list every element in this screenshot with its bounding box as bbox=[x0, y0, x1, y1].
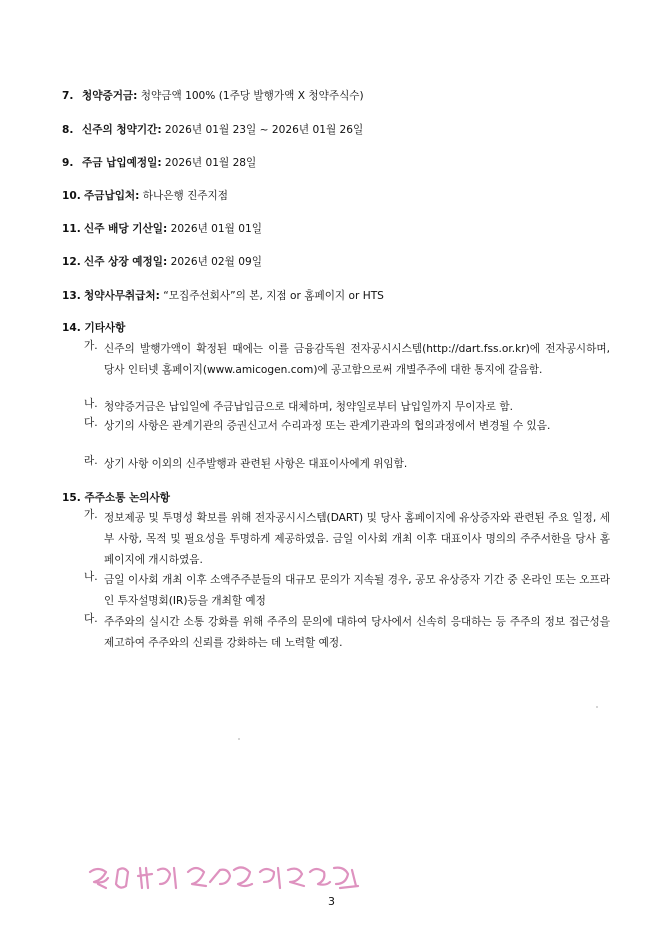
item-number: 7. bbox=[62, 90, 74, 102]
sub-text: 정보제공 및 투명성 확보를 위해 전자공시시스템(DART) 및 당사 홈페이지에 유상증자와 관련된 주요 일정, 세부 사항, 목적 및 필요성을 투명하게 제공하였음. 금일 이사회 개최 이후 대표이사 명의의 주주서한을 당사 홈페이지에 개시하였음. bbox=[104, 512, 610, 566]
item-label: 신주 배당 기산일: bbox=[84, 223, 168, 235]
item-number: 12. bbox=[62, 256, 81, 268]
item-payment-place bbox=[62, 189, 611, 203]
item-subscription-deposit bbox=[62, 89, 611, 103]
sub-marker: 다. bbox=[84, 417, 98, 429]
sub-text: 상기 사항 이외의 신주발행과 관련된 사항은 대표이사에게 위임함. bbox=[104, 458, 408, 470]
section-14-sub-a bbox=[84, 339, 610, 381]
section-14-sub-c bbox=[84, 416, 610, 437]
item-value: 청약금액 100% (1주당 발행가액 X 청약주식수) bbox=[137, 90, 364, 102]
item-payment-date bbox=[62, 156, 611, 170]
item-value: 2026년 01월 28일 bbox=[161, 157, 257, 169]
section-14-title: 14. 기타사항 bbox=[62, 322, 126, 334]
scan-speck bbox=[238, 738, 240, 740]
item-label: 신주의 청약기간: bbox=[82, 124, 162, 136]
item-value: “모집주선회사”의 본, 지점 or 홈페이지 or HTS bbox=[159, 290, 384, 302]
sub-marker: 나. bbox=[84, 571, 98, 583]
company-seal-stamp bbox=[84, 858, 374, 898]
item-number: 9. bbox=[62, 157, 74, 169]
section-15-sub-a bbox=[84, 508, 610, 571]
sub-marker: 나. bbox=[84, 398, 98, 410]
item-handling-office bbox=[62, 289, 611, 303]
sub-text: 신주의 발행가액이 확정된 때에는 이를 금융감독원 전자공시시스템(http://dart.fss.or.kr)에 전자공시하며, 당사 인터넷 홈페이지(www.amicogen.com)에 공고함으로써 개별주주에 대한 통지에 갈음함. bbox=[104, 343, 610, 376]
section-14-sub-b bbox=[84, 397, 610, 418]
sub-text: 상기의 사항은 관계기관의 증권신고서 수리과정 또는 관계기관과의 협의과정에서 변경될 수 있음. bbox=[104, 420, 551, 432]
item-number: 11. bbox=[62, 223, 81, 235]
sub-text: 청약증거금은 납입일에 주금납입금으로 대체하며, 청약일로부터 납입일까지 무이자로 함. bbox=[104, 401, 513, 413]
item-label: 신주 상장 예정일: bbox=[84, 256, 168, 268]
sub-text: 주주와의 실시간 소통 강화를 위해 주주의 문의에 대하여 당사에서 신속히 응대하는 등 주주의 정보 접근성을 제고하여 주주와의 신뢰를 강화하는 데 노력할 예정. bbox=[104, 616, 610, 649]
item-value: 2026년 01월 23일 ~ 2026년 01월 26일 bbox=[161, 124, 364, 136]
item-label: 주금 납입예정일: bbox=[82, 157, 162, 169]
item-dividend-date bbox=[62, 222, 611, 236]
item-number: 8. bbox=[62, 124, 74, 136]
sub-marker: 가. bbox=[84, 509, 98, 521]
section-15-sub-c bbox=[84, 612, 610, 654]
item-value: 2026년 02월 09일 bbox=[167, 256, 262, 268]
scan-speck bbox=[596, 706, 598, 708]
item-subscription-period bbox=[62, 123, 611, 137]
sub-marker: 가. bbox=[84, 340, 98, 352]
item-label: 청약증거금: bbox=[82, 90, 138, 102]
item-listing-date bbox=[62, 255, 611, 269]
section-15-sub-b bbox=[84, 570, 610, 612]
item-number: 10. bbox=[62, 190, 81, 202]
item-number: 13. bbox=[62, 290, 81, 302]
item-value: 하나은행 진주지점 bbox=[139, 190, 229, 202]
section-14-sub-d bbox=[84, 454, 610, 475]
item-label: 주금납입처: bbox=[84, 190, 140, 202]
sub-marker: 다. bbox=[84, 613, 98, 625]
page-number: 3 bbox=[328, 895, 335, 908]
sub-marker: 라. bbox=[84, 455, 98, 467]
item-value: 2026년 01월 01일 bbox=[167, 223, 262, 235]
item-label: 청약사무취급처: bbox=[84, 290, 160, 302]
sub-text: 금일 이사회 개최 이후 소액주주분들의 대규모 문의가 지속될 경우, 공모 유상증자 기간 중 온라인 또는 오프라인 투자설명회(IR)등을 개최할 예정 bbox=[104, 574, 610, 607]
section-15-title: 15. 주주소통 논의사항 bbox=[62, 492, 171, 504]
